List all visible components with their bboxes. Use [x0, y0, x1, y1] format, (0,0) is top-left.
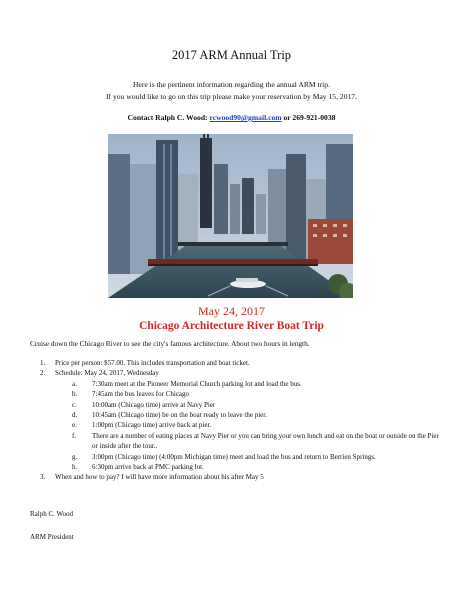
- contact-or: or: [283, 113, 291, 122]
- list-text: Schedule: May 24, 2017, Wednesday: [55, 369, 159, 378]
- schedule-item: [60, 420, 440, 430]
- schedule-letter: h.: [72, 463, 78, 472]
- chicago-river-photo: [108, 134, 353, 298]
- schedule-letter: a.: [72, 379, 77, 388]
- chicago-skyline-image: [108, 134, 353, 298]
- schedule-text: 1:00pm (Chicago time) arrive back at pier.: [92, 421, 212, 430]
- list-item-schedule: [40, 368, 440, 378]
- schedule-text: 3:00pm (Chicago time) (4:00pm Michigan time) meet and load the bus and return to Berrien Springs.: [92, 452, 376, 461]
- schedule-item: [60, 410, 440, 420]
- schedule-letter: b.: [72, 390, 78, 399]
- contact-prefix: Contact Ralph C. Wood:: [127, 113, 208, 122]
- schedule-item: [60, 431, 440, 452]
- schedule-text: 7:30am meet at the Pioneer Memorial Church parking lot and load the bus.: [92, 379, 302, 388]
- contact-email-link[interactable]: rcwood90@gmail.com: [209, 113, 282, 122]
- schedule-text: 10:45am (Chicago time) be on the boat ready to leave the pier.: [92, 411, 267, 420]
- list-number: 3.: [40, 473, 46, 482]
- list-text: When and how to pay? I will have more information about his after May 5: [55, 473, 264, 482]
- schedule-item: [60, 389, 440, 399]
- signature-name: Ralph C. Wood: [30, 510, 74, 518]
- list-number: 2.: [40, 369, 46, 378]
- schedule-letter: e.: [72, 421, 77, 430]
- list-item-price: [40, 358, 440, 368]
- trip-date: May 24, 2017: [198, 304, 265, 318]
- schedule-letter: c.: [72, 400, 77, 409]
- trip-description: Cruise down the Chicago River to see the city's famous architecture. About two hours in length.: [30, 339, 310, 348]
- contact-phone: 269-921-0038: [292, 113, 336, 122]
- details-list: [40, 358, 440, 483]
- schedule-item: [60, 462, 440, 472]
- schedule-item: [60, 400, 440, 410]
- intro-line-2: If you would like to go on this trip please make your reservation by May 15, 2017.: [106, 92, 357, 101]
- schedule-text: 6:30pm arrive back at PMC parking lot.: [92, 463, 204, 472]
- document-title: 2017 ARM Annual Trip: [171, 48, 292, 62]
- list-number: 1.: [40, 359, 46, 367]
- schedule-text: 7:45am the bus leaves for Chicago: [92, 390, 190, 399]
- schedule-text: There are a number of eating places at Navy Pier or you can bring your own lunch and eat on the boat or outside on the Pier or inside after the tour..: [92, 431, 439, 451]
- signature-title: ARM President: [30, 533, 74, 541]
- list-item-payment: [40, 472, 440, 482]
- schedule-item: [60, 379, 440, 389]
- intro-line-1: Here is the pertinent information regarding the annual ARM trip.: [133, 80, 330, 89]
- schedule-item: [60, 452, 440, 462]
- schedule-text: 10:00am (Chicago time) arrive at Navy Pier: [92, 400, 216, 409]
- schedule-letter: f.: [72, 431, 77, 440]
- contact-line: [0, 113, 463, 122]
- list-text: Price per person: $57.00. This includes transportation and boat ticket.: [55, 359, 250, 367]
- schedule-letter: d.: [72, 411, 78, 420]
- intro-text: [0, 79, 463, 103]
- trip-subtitle: Chicago Architecture River Boat Trip: [139, 320, 324, 332]
- schedule-letter: g.: [72, 452, 78, 461]
